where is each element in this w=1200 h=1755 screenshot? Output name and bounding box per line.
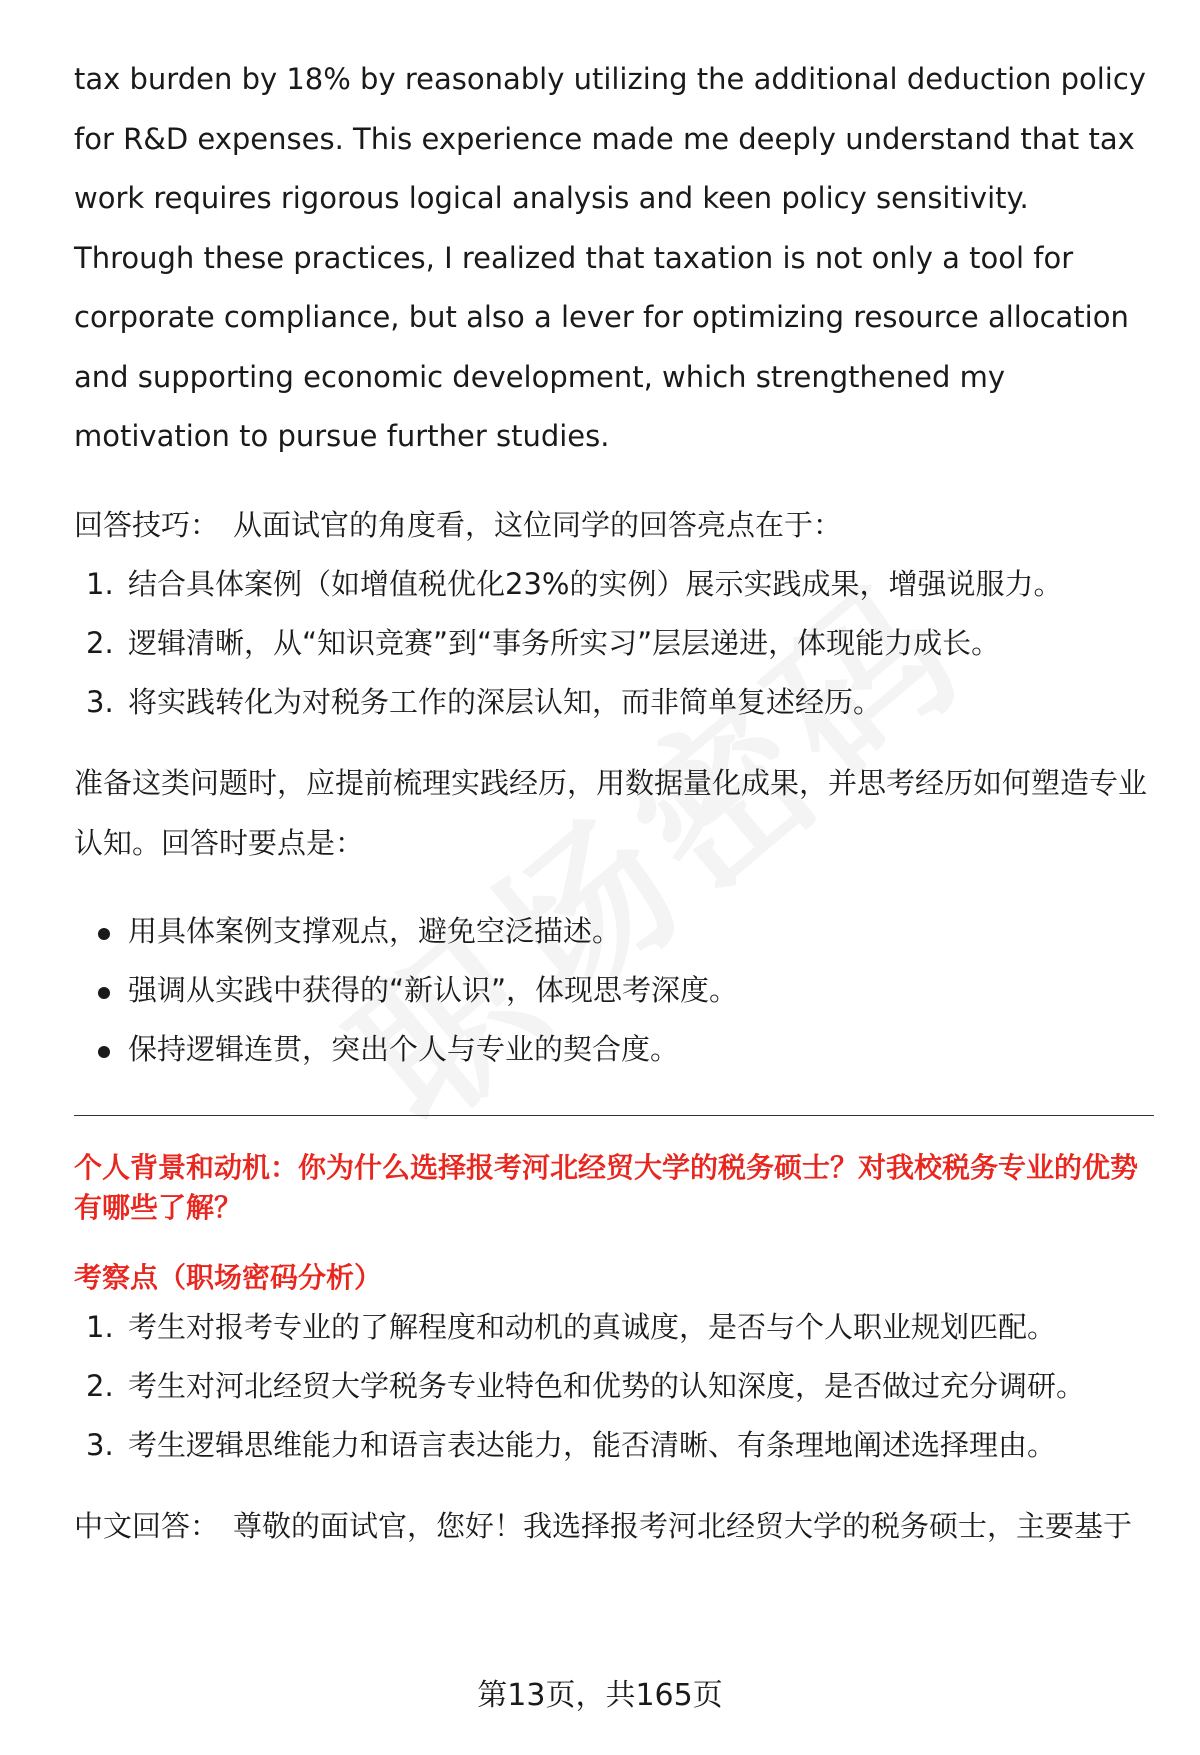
focus-heading: 考察点（职场密码分析）	[74, 1261, 383, 1294]
item-number: 3.	[86, 1428, 114, 1462]
question-heading: 个人背景和动机：你为什么选择报考河北经贸大学的税务硕士？对我校税务专业的优势有哪些了解？	[74, 1151, 1139, 1224]
item-text: 用具体案例支撑观点，避免空泛描述。	[128, 914, 622, 948]
list-item	[74, 555, 1154, 614]
list-item	[74, 1298, 1154, 1357]
tips-text: 从面试官的角度看，这位同学的回答亮点在于：	[233, 507, 843, 542]
chinese-answer	[74, 1497, 1154, 1557]
page-footer: 第13页，共165页	[477, 1678, 723, 1713]
prep-paragraph: 准备这类问题时，应提前梳理实践经历，用数据量化成果，并思考经历如何塑造专业认知。回答时要点是：	[74, 766, 1148, 860]
bullet-icon	[98, 928, 110, 940]
list-item	[74, 902, 1154, 961]
item-number: 2.	[86, 1369, 114, 1403]
list-item	[74, 1416, 1154, 1475]
answer-text: 尊敬的面试官，您好！我选择报考河北经贸大学的税务硕士，主要基于	[233, 1509, 1133, 1543]
intro-paragraph: tax burden by 18% by reasonably utilizing the additional deduction policy for R&D expenses. This experience made me deeply understand that tax work requires rigorous logical analysis and keen policy sensitivity. Through these practices, I realized that taxation is not only a tool for corporate compliance, but also a lever for optimizing resource allocation and supporting economic development, which strengthened my motivation to pursue further studies.	[74, 62, 1146, 453]
item-number: 1.	[86, 1310, 114, 1344]
list-item	[74, 614, 1154, 673]
item-text: 考生对报考专业的了解程度和动机的真诚度，是否与个人职业规划匹配。	[128, 1310, 1057, 1344]
list-item	[74, 961, 1154, 1020]
item-number: 3.	[86, 685, 114, 719]
page-content	[74, 50, 1154, 1557]
bullet-icon	[98, 1046, 110, 1058]
list-item	[74, 673, 1154, 732]
key-points-list	[74, 902, 1154, 1079]
list-item	[74, 1357, 1154, 1416]
answer-label: 中文回答：	[74, 1509, 220, 1543]
item-text: 考生逻辑思维能力和语言表达能力，能否清晰、有条理地阐述选择理由。	[128, 1428, 1057, 1462]
item-text: 将实践转化为对税务工作的深层认知，而非简单复述经历。	[128, 685, 883, 719]
highlights-list	[74, 555, 1154, 732]
item-number: 1.	[86, 567, 114, 601]
item-text: 结合具体案例（如增值税优化23%的实例）展示实践成果，增强说服力。	[128, 567, 1063, 601]
item-text: 强调从实践中获得的“新认识”，体现思考深度。	[128, 973, 739, 1007]
item-text: 考生对河北经贸大学税务专业特色和优势的认知深度，是否做过充分调研。	[128, 1369, 1086, 1403]
item-text: 逻辑清晰，从“知识竞赛”到“事务所实习”层层递进，体现能力成长。	[128, 626, 1001, 660]
list-item	[74, 1020, 1154, 1079]
answer-tips	[74, 496, 1154, 556]
item-number: 2.	[86, 626, 114, 660]
tips-label: 回答技巧：	[74, 507, 220, 542]
item-text: 保持逻辑连贯，突出个人与专业的契合度。	[128, 1032, 680, 1066]
section-divider	[74, 1115, 1154, 1116]
bullet-icon	[98, 987, 110, 999]
focus-points-list	[74, 1298, 1154, 1475]
